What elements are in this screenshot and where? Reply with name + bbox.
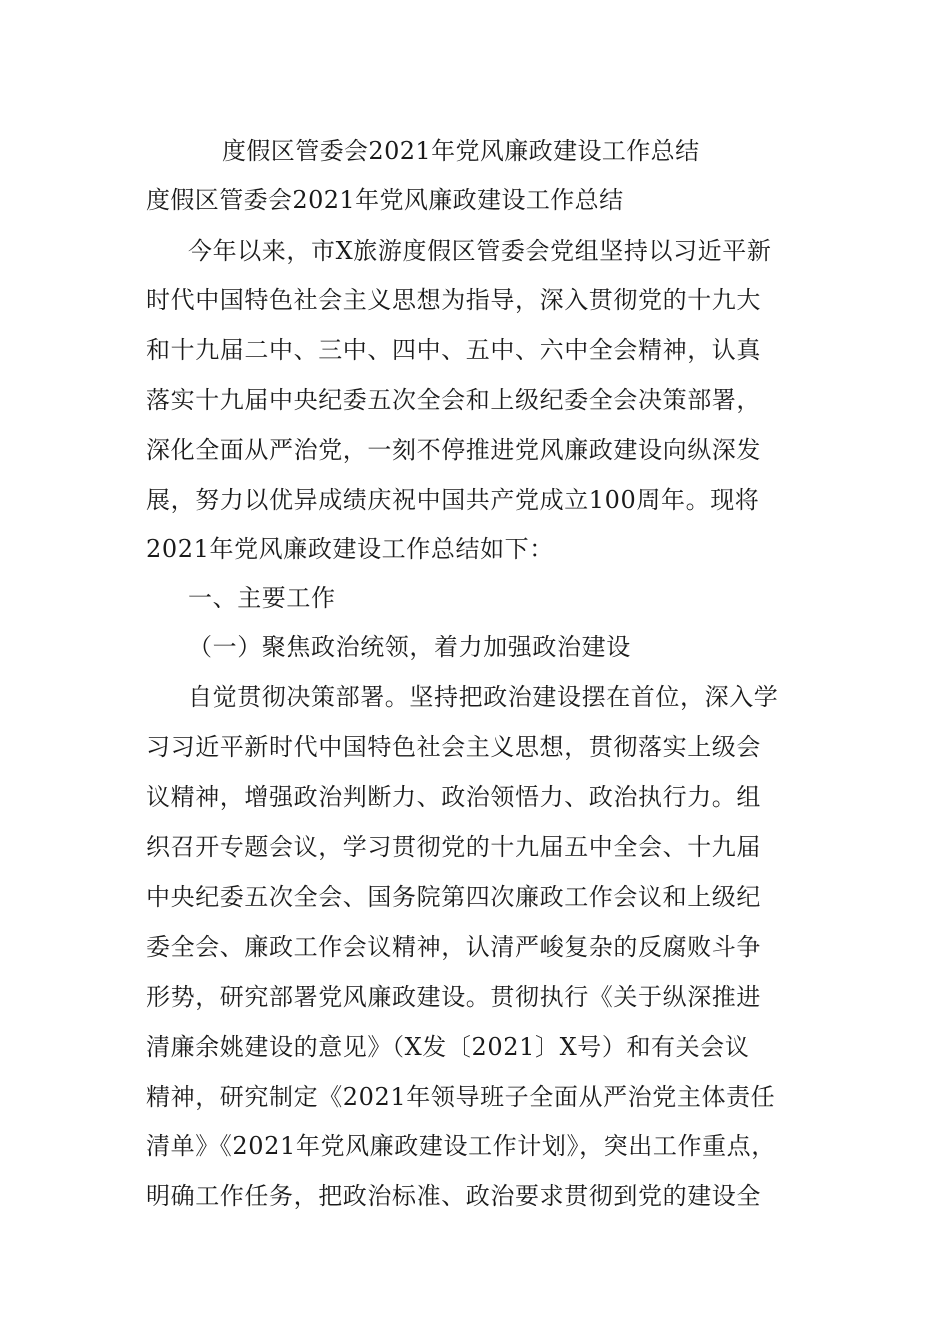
subsection-heading: （一）聚焦政治统领，着力加强政治建设: [188, 633, 631, 661]
paragraph-line: 时代中国特色社会主义思想为指导，深入贯彻党的十九大: [146, 286, 761, 314]
document-title: 度假区管委会2021年党风廉政建设工作总结: [222, 137, 700, 165]
document-subtitle: 度假区管委会2021年党风廉政建设工作总结: [146, 186, 624, 214]
paragraph-line: 织召开专题会议，学习贯彻党的十九届五中全会、十九届: [146, 833, 761, 861]
paragraph-line: 自觉贯彻决策部署。坚持把政治建设摆在首位，深入学: [188, 683, 779, 711]
paragraph-line: 委全会、廉政工作会议精神，认清严峻复杂的反腐败斗争: [146, 933, 761, 961]
paragraph-line: 中央纪委五次全会、国务院第四次廉政工作会议和上级纪: [146, 883, 761, 911]
section-heading: 一、主要工作: [188, 584, 336, 612]
paragraph-line: 形势，研究部署党风廉政建设。贯彻执行《关于纵深推进: [146, 983, 761, 1011]
paragraph-line: 清廉余姚建设的意见》（X发〔2021〕X号）和有关会议: [146, 1033, 750, 1061]
paragraph-line: 落实十九届中央纪委五次全会和上级纪委全会决策部署，: [146, 386, 761, 414]
paragraph-line: 2021年党风廉政建设工作总结如下：: [146, 535, 554, 563]
paragraph-line: 清单》《2021年党风廉政建设工作计划》，突出工作重点，: [146, 1132, 776, 1160]
paragraph-line: 深化全面从严治党，一刻不停推进党风廉政建设向纵深发: [146, 436, 761, 464]
paragraph-line: 精神，研究制定《2021年领导班子全面从严治党主体责任: [146, 1083, 776, 1111]
paragraph-line: 议精神，增强政治判断力、政治领悟力、政治执行力。组: [146, 783, 761, 811]
paragraph-line: 习习近平新时代中国特色社会主义思想，贯彻落实上级会: [146, 733, 761, 761]
paragraph-line: 明确工作任务，把政治标准、政治要求贯彻到党的建设全: [146, 1182, 761, 1210]
paragraph-line: 和十九届二中、三中、四中、五中、六中全会精神，认真: [146, 336, 761, 364]
paragraph-line: 今年以来，市X旅游度假区管委会党组坚持以习近平新: [188, 237, 772, 265]
paragraph-line: 展，努力以优异成绩庆祝中国共产党成立100周年。现将: [146, 486, 760, 514]
